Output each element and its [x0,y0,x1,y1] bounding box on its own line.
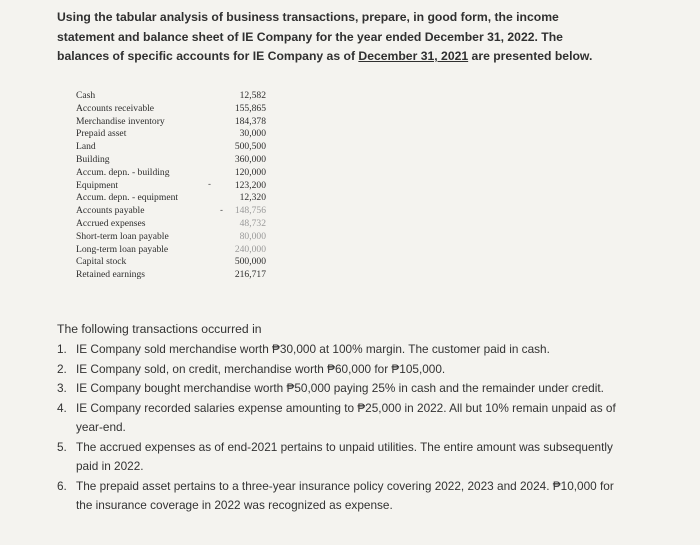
account-label: Cash [76,90,96,101]
account-value: 12,320 [239,192,266,204]
transactions-heading: The following transactions occurred in [57,322,262,336]
account-row [76,218,266,231]
item-number: 3. [57,381,67,395]
item-number: 1. [57,342,67,356]
account-row [76,90,266,103]
account-label: Accounts payable [76,205,145,217]
account-label: Building [76,153,110,165]
list-item [57,379,617,399]
transactions-list [57,340,617,516]
account-value: 155,865 [234,102,266,114]
account-value: 240,000 [234,243,266,255]
account-row [76,128,266,141]
list-item [57,477,617,516]
item-text: IE Company bought merchandise worth ₱50,000 paying 25% in cash and the remainder under credit. [76,381,604,395]
account-value: 216,717 [234,269,266,281]
account-value: 12,582 [239,90,266,101]
item-number: 4. [57,400,67,415]
intro-text-part2: are presented below. [468,49,593,63]
list-item [57,438,617,477]
account-value: 120,000 [234,166,266,178]
account-row [76,244,266,257]
account-row [76,116,266,129]
account-label: Long-term loan payable [76,243,169,255]
account-value: 500,000 [234,256,266,268]
account-balances-table [76,90,266,282]
account-label: Accrued expenses [76,217,146,229]
account-label: Merchandise inventory [76,115,165,127]
item-text: IE Company sold, on credit, merchandise worth ₱60,000 for ₱105,000. [76,361,446,376]
account-label: Land [76,141,96,153]
account-row [76,141,266,154]
account-row [76,154,266,167]
list-item [57,340,617,360]
account-label: Capital stock [76,256,127,268]
item-text: The prepaid asset pertains to a three-year insurance policy covering 2022, 2023 and 2024. ₱10,000 for the insurance coverage in 2022 was recognized as expense. [76,478,614,512]
account-label: Equipment [76,179,119,191]
account-label: Prepaid asset [76,128,127,140]
account-label: Accounts receivable [76,102,155,114]
account-value: 500,500 [234,141,266,153]
account-value: 30,000 [239,128,266,140]
account-value: 184,378 [234,115,266,127]
intro-paragraph [57,8,617,67]
negative-marker: - [208,179,211,189]
item-text: The accrued expenses as of end-2021 pertains to unpaid utilities. The entire amount was subsequently paid in 2022. [76,439,613,473]
item-text: IE Company sold merchandise worth ₱30,000 at 100% margin. The customer paid in cash. [76,342,550,356]
item-number: 2. [57,361,67,376]
account-value: 48,732 [239,217,266,229]
account-value: 360,000 [234,153,266,165]
item-number: 6. [57,478,67,493]
account-value: 80,000 [239,230,266,242]
account-row [76,103,266,116]
account-label: Short-term loan payable [76,230,169,242]
account-label: Accum. depn. - equipment [76,192,179,204]
account-label: Accum. depn. - building [76,166,170,178]
intro-date: December 31, 2021 [358,49,469,63]
list-item [57,399,617,438]
account-row [76,167,266,180]
intro-text-part1: Using the tabular analysis of business transactions, prepare, in good form, the income statement and balance sheet of IE Company for the year ended December 31, 2022. The balances of specific accounts for IE Company as of [57,10,563,63]
account-label: Retained earnings [76,269,145,281]
account-row [76,180,266,193]
account-row [76,192,266,205]
account-value: 123,200 [234,179,266,191]
item-number: 5. [57,439,67,454]
list-item [57,360,617,380]
account-row [76,205,266,218]
negative-marker: - [220,205,223,215]
item-text: IE Company recorded salaries expense amounting to ₱25,000 in 2022. All but 10% remain unpaid as of year-end. [76,400,616,434]
account-value: 148,756 [234,205,266,217]
account-row [76,231,266,244]
account-row [76,256,266,269]
account-row [76,269,266,282]
